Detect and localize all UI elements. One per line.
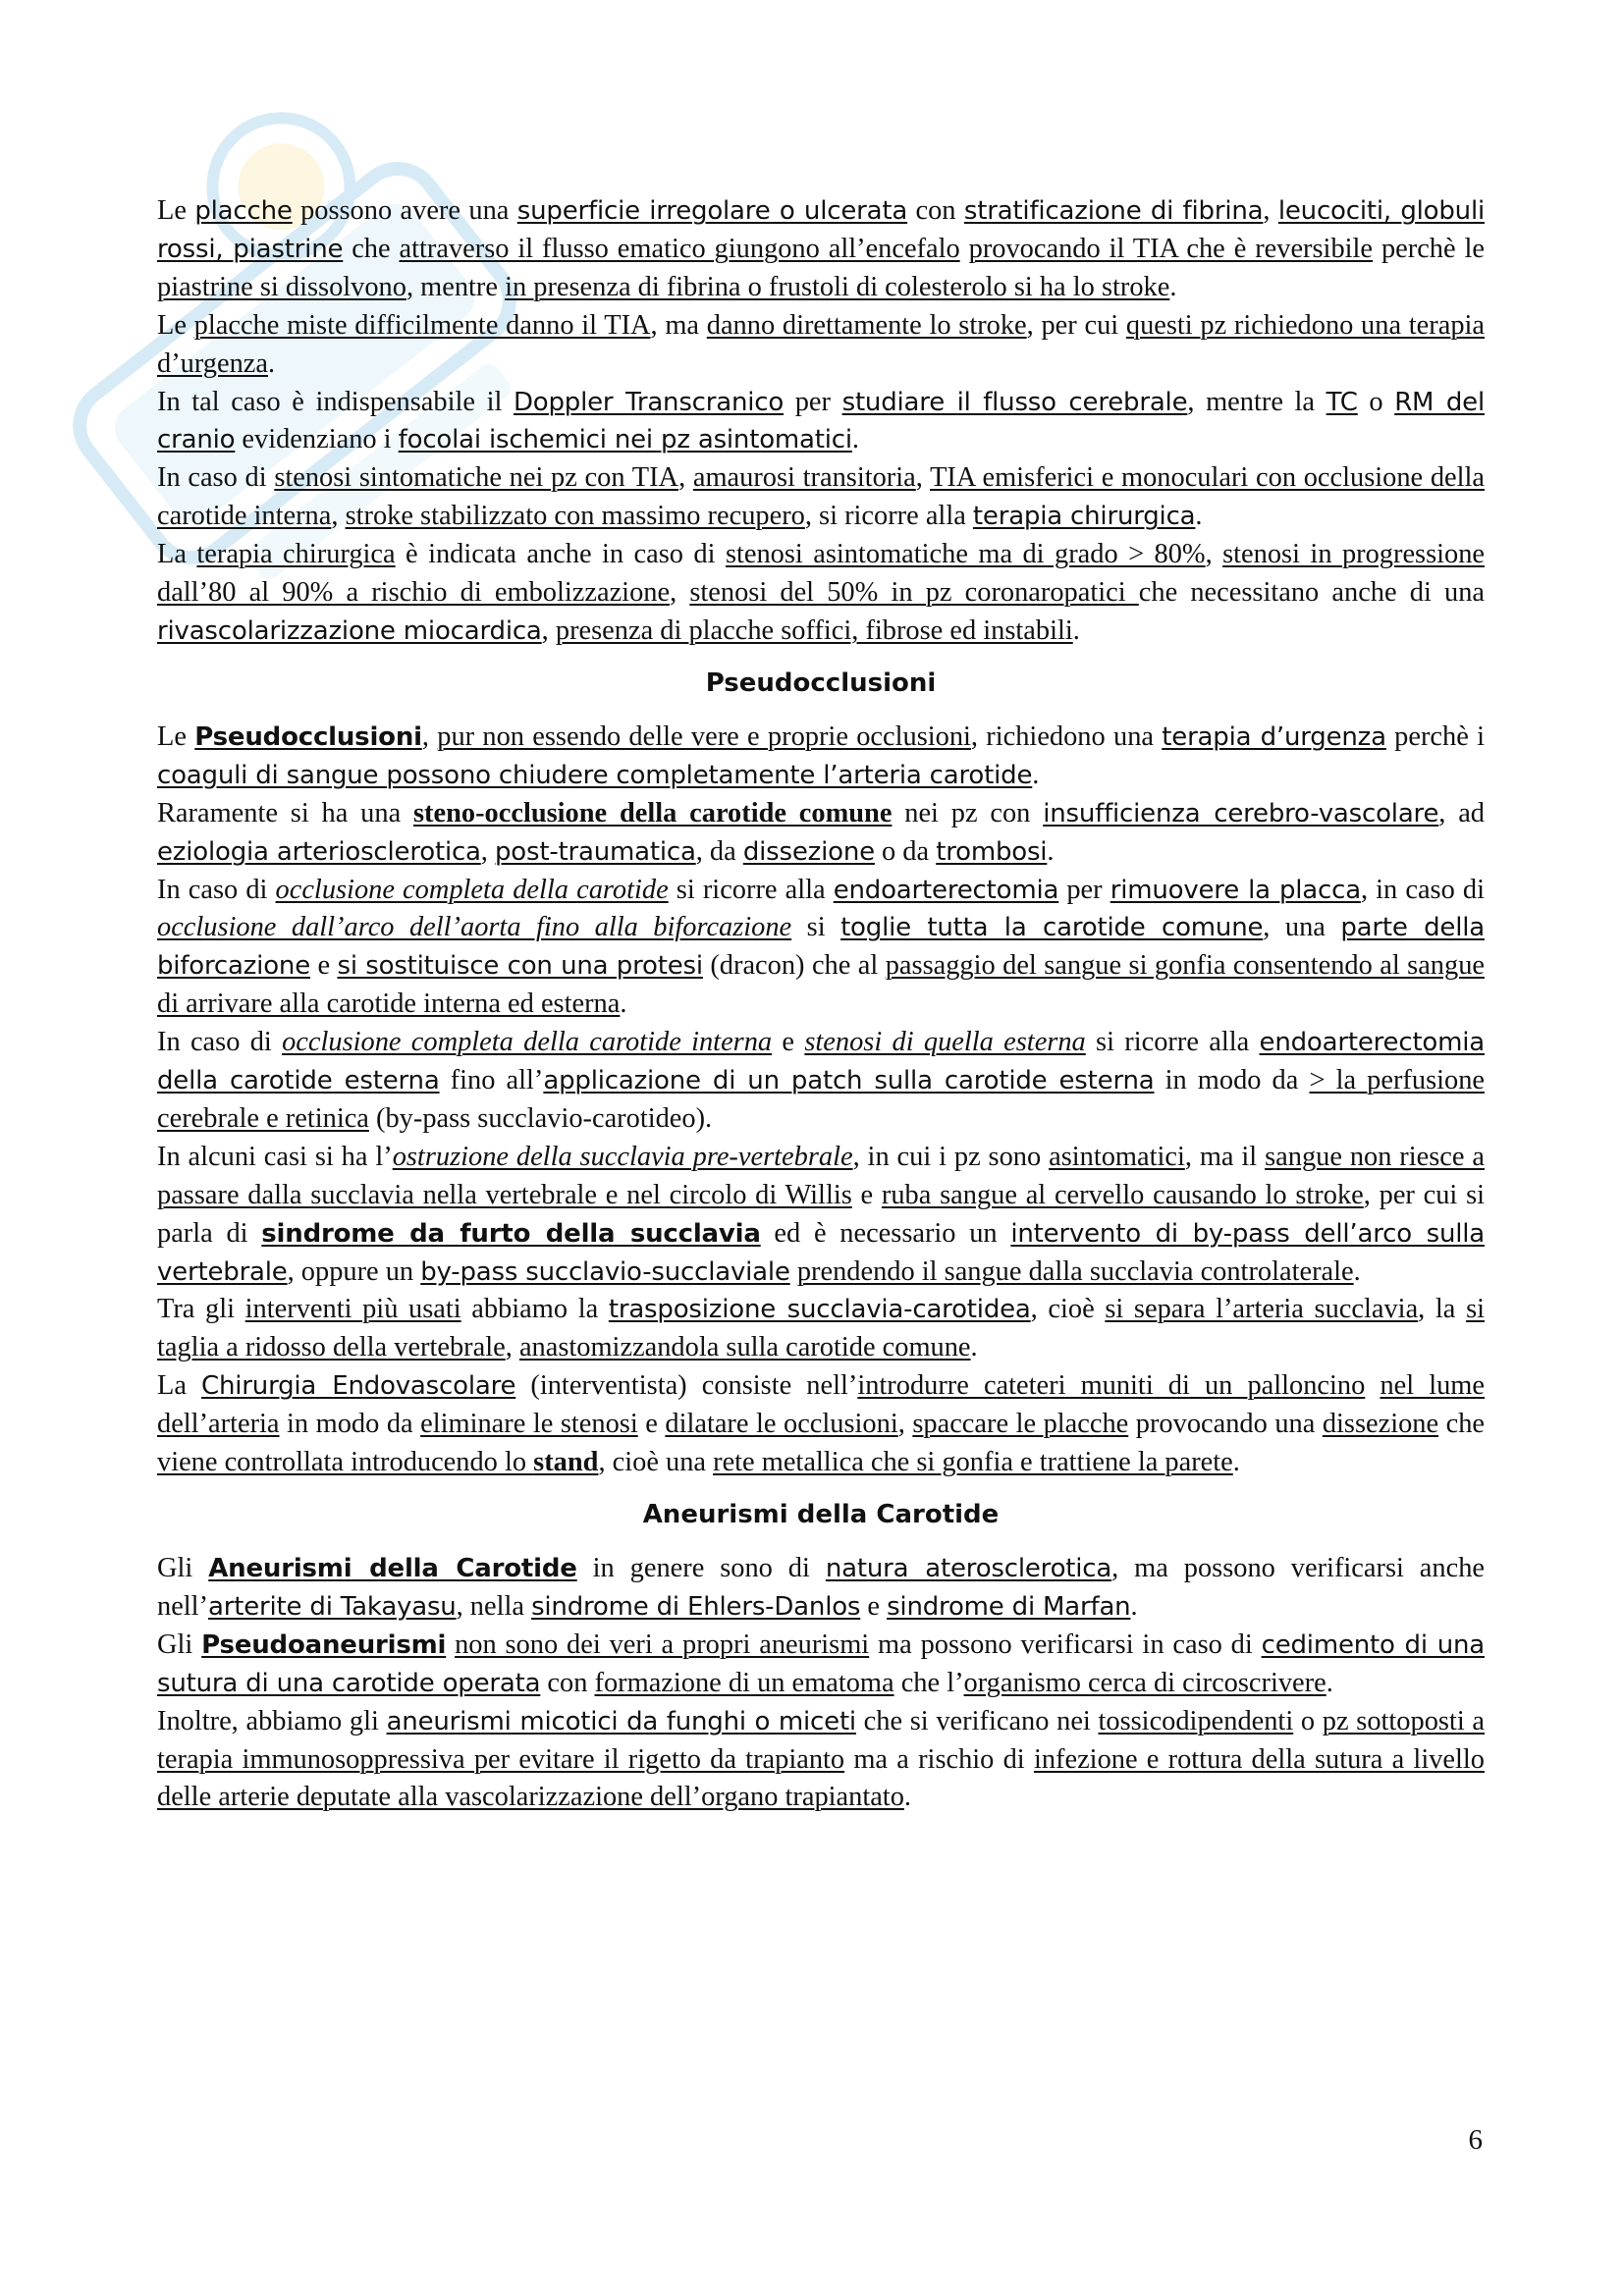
text-run: , ma possono verificarsi anche nell’ — [157, 1553, 1486, 1622]
text-run: , richiedono una — [970, 721, 1163, 752]
text-run: La — [157, 1370, 202, 1402]
underlined-text: post-traumatica — [495, 836, 696, 867]
text-run: o — [1293, 1705, 1323, 1736]
text-run: , mentre — [406, 271, 506, 302]
underlined-text: superficie irregolare o ulcerata — [516, 196, 908, 226]
underlined-text: stenosi di quella esterna — [804, 1027, 1086, 1058]
text-run: e — [860, 1590, 888, 1622]
text-run: perchè le — [1373, 233, 1485, 264]
text-run: , — [505, 1332, 519, 1363]
paragraph — [157, 192, 1485, 307]
text-run: , cioè una — [598, 1447, 714, 1478]
text-run: . — [267, 347, 276, 379]
underlined-text: eliminare le stenosi — [420, 1409, 638, 1440]
text-run: , per cui si parla di — [157, 1179, 1486, 1249]
paragraph — [157, 719, 1485, 795]
underlined-text: sindrome di Ehlers-Danlos — [531, 1591, 861, 1622]
text-run: Le — [157, 309, 194, 341]
text-run: con — [907, 195, 964, 226]
text-run: , ad — [1438, 797, 1485, 828]
underlined-text: rete metallica che si gonfia e trattiene la parete — [713, 1447, 1233, 1478]
paragraph — [157, 1024, 1485, 1139]
underlined-text: pur non essendo delle vere e proprie occlusioni — [437, 721, 971, 752]
text-run: abbiamo la — [460, 1294, 609, 1325]
underlined-text: applicazione di un patch sulla carotide esterna — [543, 1066, 1155, 1096]
text-run: Le — [157, 195, 195, 226]
text-run: o — [1357, 386, 1395, 417]
underlined-text: stand — [533, 1447, 599, 1478]
underlined-text: attraverso il flusso ematico giungono all’encefalo — [399, 233, 960, 264]
underlined-text: stenosi del 50% in pz coronaropatici — [689, 577, 1139, 609]
text-run: provocando una — [1128, 1409, 1323, 1440]
text-run: In caso di — [157, 462, 275, 494]
text-run: Tra gli — [157, 1294, 245, 1325]
text-run: e — [310, 950, 338, 982]
text-run: per — [784, 386, 842, 417]
underlined-text: occlusione completa della carotide — [275, 874, 669, 905]
underlined-text: presenza di placche soffici, fibrose ed instabili — [555, 614, 1073, 646]
paragraph — [157, 384, 1485, 460]
text-run: , — [678, 462, 693, 494]
underlined-text: anastomizzandola sulla carotide comune — [518, 1332, 971, 1363]
underlined-text: stratificazione di fibrina — [963, 196, 1264, 226]
text-run: con — [540, 1667, 595, 1698]
underlined-text: endoarterectomia — [833, 875, 1059, 905]
text-run: In tal caso è indispensabile il — [157, 386, 514, 417]
text-run: (interventista) consiste nell’ — [515, 1370, 858, 1402]
underlined-text: questi pz richiedono una terapia d’urgenza — [157, 309, 1486, 379]
underlined-text: RM del cranio — [157, 387, 1485, 455]
underlined-text: arterite di Takayasu — [208, 1591, 457, 1622]
text-run: ed è necessario un — [760, 1217, 1011, 1249]
text-run: . — [1072, 614, 1080, 646]
underlined-text: ruba sangue al cervello causando lo stroke — [881, 1179, 1364, 1210]
text-run: , per cui — [1026, 309, 1126, 341]
text-run: che l’ — [893, 1667, 964, 1698]
text-run: , in caso di — [1360, 874, 1485, 905]
text-run: . — [903, 1782, 912, 1813]
underlined-text: studiare il flusso cerebrale — [841, 387, 1188, 417]
underlined-text: tossicodipendenti — [1098, 1705, 1294, 1736]
text-run: Raramente si ha una — [157, 797, 413, 828]
page-number: 6 — [1468, 2124, 1483, 2156]
text-run: , — [897, 1409, 913, 1440]
underlined-text: occlusione completa della carotide interna — [282, 1027, 773, 1058]
underlined-text: nel lume dell’arteria — [157, 1370, 1485, 1440]
underlined-text: ostruzione della succlavia pre-vertebrale — [392, 1141, 853, 1172]
text-run: , mentre la — [1187, 386, 1326, 417]
text-run: e — [772, 1027, 805, 1058]
text-run: . — [851, 424, 860, 455]
underlined-text: trasposizione succlavia-carotidea — [608, 1295, 1031, 1325]
underlined-text: infezione e rottura della sutura a livello delle arterie deputate alla vascolarizzazione dell’organo trapiantato — [157, 1743, 1485, 1813]
underlined-text: danno direttamente lo stroke — [706, 309, 1027, 341]
underlined-text: stenosi sintomatiche nei pz con TIA — [274, 462, 679, 494]
text-run: , nella — [456, 1590, 532, 1622]
underlined-text: sindrome di Marfan — [887, 1591, 1131, 1622]
text-run: in modo da — [1154, 1065, 1310, 1096]
underlined-text: pz sottoposti a terapia immunosoppressiva per evitare il rigetto da trapianto — [157, 1705, 1485, 1775]
text-run — [446, 1629, 455, 1660]
text-run: che — [343, 233, 400, 264]
underlined-text: Chirurgia Endovascolare — [201, 1371, 516, 1402]
underlined-text: stenosi asintomatiche ma di grado > 80% — [725, 539, 1206, 570]
text-run: , una — [1263, 912, 1341, 943]
text-run: , si ricorre alla — [804, 501, 973, 532]
underlined-text: leucociti, globuli rossi, piastrine — [157, 196, 1485, 264]
section-heading: Pseudocclusioni — [705, 667, 937, 698]
underlined-text: prendendo il sangue dalla succlavia controlaterale — [796, 1255, 1354, 1287]
underlined-text: asintomatici — [1049, 1141, 1185, 1172]
underlined-text: > la perfusione cerebrale e retinica — [157, 1065, 1486, 1134]
text-run: , — [541, 614, 556, 646]
underlined-text: aneurismi micotici da funghi o miceti — [386, 1706, 856, 1736]
text-run: o da — [874, 835, 937, 867]
text-run: , — [1205, 539, 1223, 570]
underlined-text: parte della biforcazione — [157, 913, 1485, 982]
text-run: , ma — [650, 309, 707, 341]
underlined-text: Pseudoaneurismi — [201, 1629, 447, 1660]
underlined-text: dissezione — [742, 836, 875, 867]
text-run: , cioè — [1030, 1294, 1106, 1325]
underlined-text: piastrine si dissolvono — [157, 271, 406, 302]
underlined-text: organismo cerca di circoscrivere — [963, 1667, 1326, 1698]
underlined-text: dissezione — [1322, 1409, 1439, 1440]
underlined-text: terapia chirurgica — [196, 539, 396, 570]
text-run: si — [791, 912, 841, 943]
text-run: . — [1047, 835, 1055, 867]
underlined-text: dilatare le occlusioni — [665, 1409, 898, 1440]
text-run — [1365, 1370, 1380, 1401]
text-run — [960, 234, 969, 264]
text-run: . — [1232, 1447, 1240, 1478]
underlined-text: TIA emisferici e monoculari con occlusione della carotide interna — [157, 462, 1486, 532]
underlined-text: introdurre cateteri muniti di un palloncino — [857, 1370, 1366, 1402]
text-run: ma possono verificarsi in caso di — [869, 1629, 1262, 1660]
underlined-text: interventi più usati — [244, 1294, 461, 1325]
text-run: si ricorre alla — [1085, 1027, 1260, 1058]
underlined-text: stroke stabilizzato con massimo recupero — [345, 501, 805, 532]
text-run: . — [1130, 1590, 1138, 1622]
text-run: . — [1169, 271, 1177, 302]
underlined-text: steno-occlusione della carotide comune — [413, 797, 893, 828]
underlined-text: passaggio del sangue si gonfia consentendo al sangue di arrivare alla carotide interna ed esterna — [157, 950, 1485, 1020]
text-run: in modo da — [279, 1409, 421, 1440]
underlined-text: sindrome da furto della succlavia — [261, 1218, 761, 1249]
underlined-text: TC — [1326, 387, 1358, 417]
underlined-text: endoarterectomia della carotide esterna — [157, 1028, 1486, 1096]
underlined-text: eziologia arteriosclerotica — [157, 836, 481, 867]
underlined-text: toglie tutta la carotide comune — [840, 913, 1264, 943]
text-run: . — [1032, 759, 1040, 790]
text-run: In alcuni casi si ha l’ — [157, 1141, 393, 1172]
text-run: , — [1263, 195, 1278, 226]
underlined-text: cedimento di una sutura di una carotide operata — [157, 1629, 1485, 1698]
underlined-text: formazione di un ematoma — [594, 1667, 894, 1698]
text-run: evidenziano i — [235, 424, 399, 455]
underlined-text: provocando il TIA che è reversibile — [968, 233, 1374, 264]
text-run: si ricorre alla — [668, 874, 834, 905]
text-run: è indicata anche in caso di — [395, 539, 726, 570]
text-run: che — [1438, 1409, 1486, 1440]
paragraph — [157, 1139, 1485, 1292]
paragraph — [157, 872, 1485, 1025]
text-run: e — [851, 1179, 882, 1210]
text-run: perchè i — [1385, 721, 1485, 752]
text-run: (by-pass succlavio-carotideo). — [368, 1102, 713, 1134]
underlined-text: insufficienza cerebro-vascolare — [1043, 798, 1439, 828]
text-run: , — [421, 721, 438, 752]
underlined-text: viene controllata introducendo lo — [157, 1447, 534, 1478]
text-run: fino all’ — [439, 1065, 544, 1096]
paragraph — [157, 1367, 1485, 1482]
paragraph — [157, 1703, 1485, 1818]
text-run: , — [915, 462, 931, 494]
text-run: In caso di — [157, 1027, 283, 1058]
paragraph — [157, 307, 1485, 384]
text-run: Inoltre, abbiamo gli — [157, 1705, 387, 1736]
text-run: . — [1326, 1667, 1333, 1698]
text-run: per — [1058, 874, 1110, 905]
underlined-text: trombosi — [936, 836, 1048, 867]
text-run: Le — [157, 721, 195, 752]
text-run: In caso di — [157, 874, 276, 905]
text-run: Gli — [157, 1629, 202, 1660]
underlined-text: Aneurismi della Carotide — [208, 1554, 577, 1583]
text-run — [790, 1256, 797, 1287]
document-body — [157, 192, 1485, 1817]
underlined-text: stenosi in progressione dall’80 al 90% a rischio di embolizzazione — [157, 539, 1486, 609]
section-heading: Aneurismi della Carotide — [642, 1500, 1000, 1529]
text-run: (dracon) che al — [702, 950, 886, 982]
text-run: Gli — [157, 1553, 209, 1583]
underlined-text: focolai ischemici nei pz asintomatici — [398, 425, 852, 455]
paragraph — [157, 1627, 1485, 1703]
underlined-text: amaurosi transitoria — [692, 462, 916, 494]
text-run: , la — [1418, 1294, 1467, 1325]
underlined-text: si sostituisce con una protesi — [337, 951, 703, 982]
text-run: , in cui i pz sono — [852, 1141, 1050, 1172]
underlined-text: terapia chirurgica — [972, 502, 1196, 532]
text-run: . — [1195, 501, 1203, 532]
text-run: nei pz con — [892, 797, 1044, 828]
text-run: che necessitano anche di una — [1138, 577, 1486, 609]
text-run: La — [157, 539, 197, 570]
text-run: . — [970, 1332, 978, 1363]
text-run: che si verificano nei — [855, 1705, 1099, 1736]
underlined-text: placche — [194, 196, 293, 226]
underlined-text: non sono dei veri a propri aneurismi — [455, 1629, 870, 1660]
text-run: , — [670, 577, 690, 609]
underlined-text: si taglia a ridosso della vertebrale — [157, 1294, 1485, 1363]
text-run: in genere sono di — [576, 1553, 826, 1583]
underlined-text: placche miste difficilmente danno il TIA — [193, 309, 651, 341]
paragraph — [157, 1291, 1485, 1367]
underlined-text: spaccare le placche — [912, 1409, 1129, 1440]
underlined-text: in presenza di fibrina o frustoli di colesterolo si ha lo stroke — [505, 271, 1170, 302]
underlined-text: Pseudocclusioni — [194, 721, 422, 752]
underlined-text: by-pass succlavio-succlaviale — [420, 1256, 790, 1287]
text-run: , oppure un — [287, 1255, 421, 1287]
text-run: , — [331, 501, 346, 532]
text-run: , — [480, 835, 495, 867]
paragraph — [157, 1550, 1485, 1627]
text-run: e — [637, 1409, 666, 1440]
text-run: , da — [695, 835, 743, 867]
paragraph — [157, 459, 1485, 536]
underlined-text: si separa l’arteria succlavia — [1105, 1294, 1419, 1325]
underlined-text: coaguli di sangue possono chiudere completamente l’arteria carotide — [157, 760, 1033, 790]
text-run: . — [1353, 1255, 1361, 1287]
paragraph — [157, 536, 1485, 651]
text-run: , ma il — [1184, 1141, 1266, 1172]
underlined-text: sangue non riesce a passare dalla succlavia nella vertebrale e nel circolo di Willis — [157, 1141, 1485, 1210]
underlined-text: rimuovere la placca — [1110, 875, 1361, 905]
underlined-text: intervento di by-pass dell’arco sulla vertebrale — [157, 1218, 1486, 1287]
text-run: ma a rischio di — [844, 1743, 1034, 1775]
underlined-text: Doppler Transcranico — [513, 387, 785, 417]
underlined-text: terapia d’urgenza — [1162, 721, 1386, 752]
text-run: . — [620, 988, 627, 1020]
underlined-text: occlusione dall’arco dell’aorta fino alla biforcazione — [157, 912, 792, 943]
underlined-text: natura aterosclerotica — [825, 1554, 1112, 1583]
underlined-text: rivascolarizzazione miocardica — [157, 615, 542, 646]
text-run: possono avere una — [292, 195, 517, 226]
paragraph — [157, 795, 1485, 872]
